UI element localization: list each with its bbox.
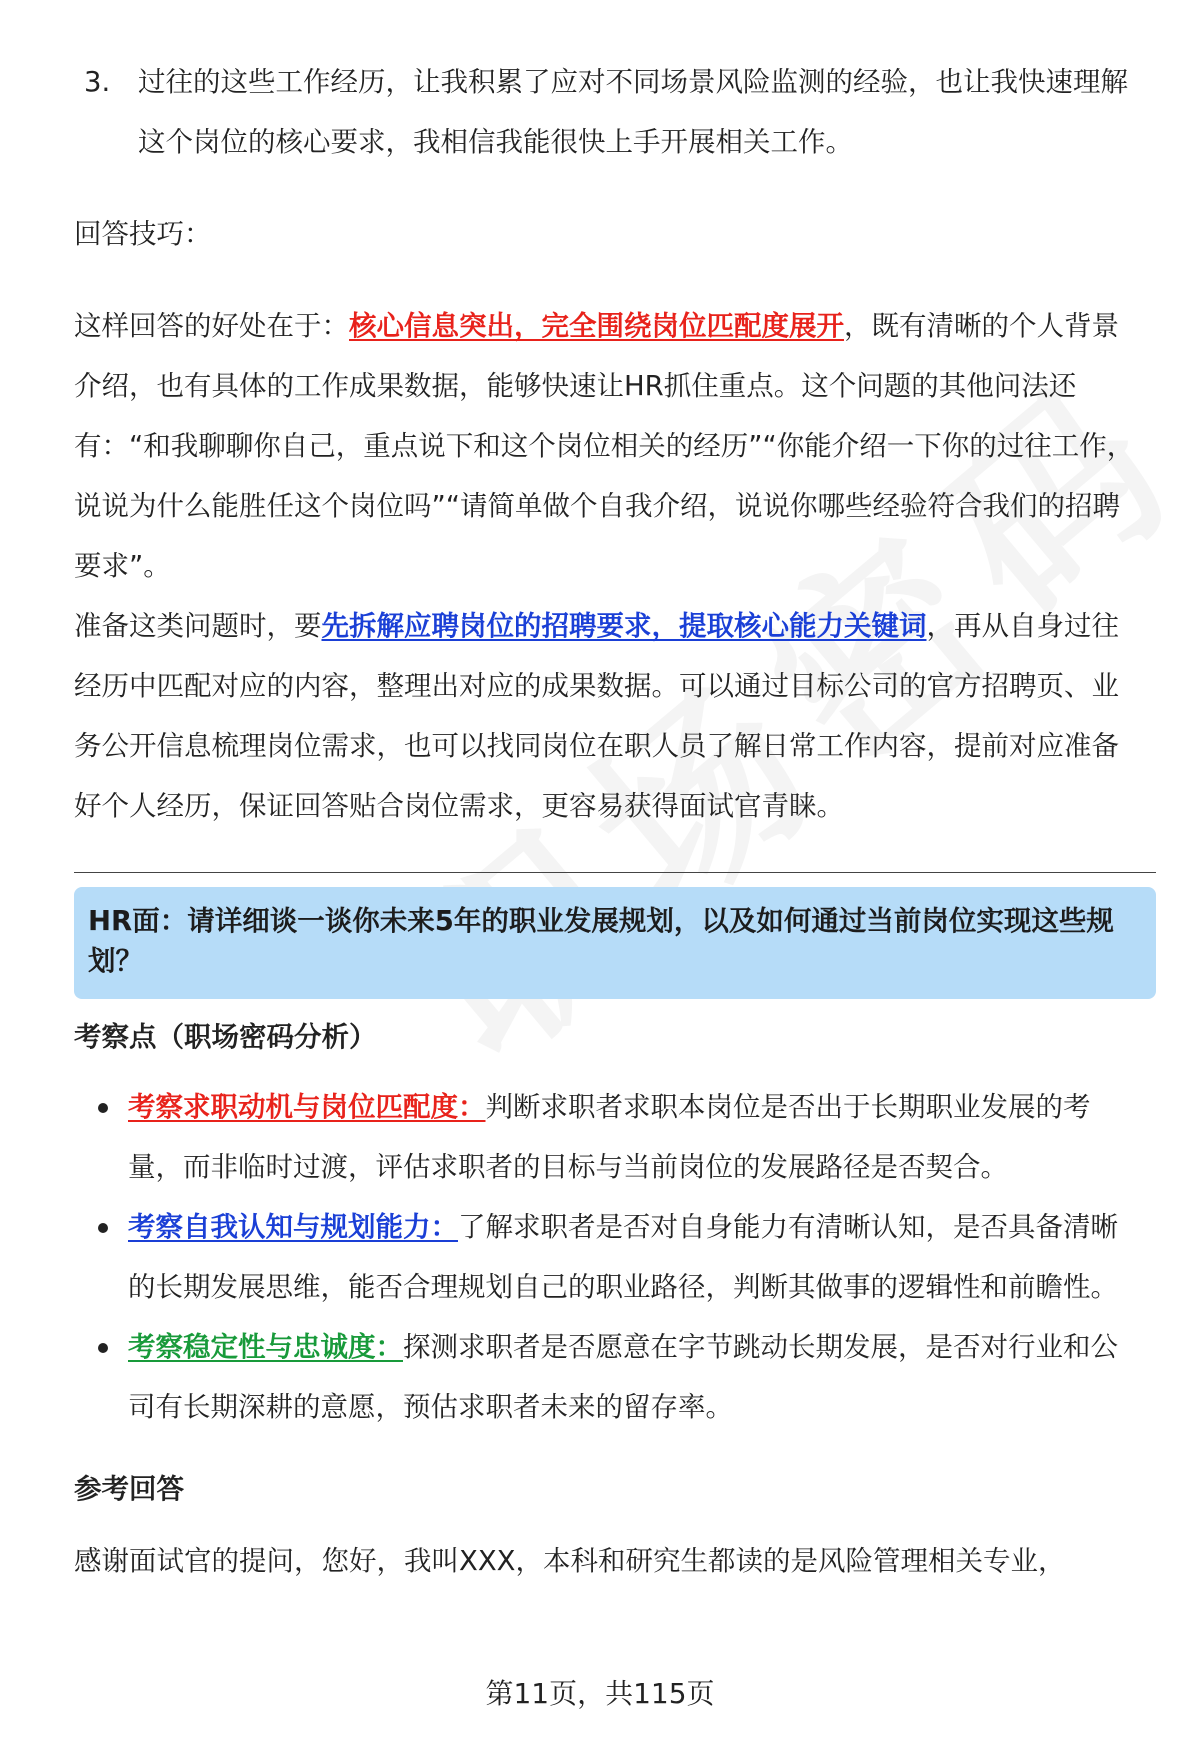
point-text: 判断求职者求职本岗位是否出于长期职业发展的考量，而非临时过渡，评估求职者的目标与当前岗位的发展路径是否契合。 [128,1091,1091,1183]
analysis-item-stability [74,1317,1144,1437]
point-text: 探测求职者是否愿意在字节跳动长期发展，是否对行业和公司有长期深耕的意愿，预估求职者未来的留存率。 [128,1331,1118,1423]
analysis-list [74,1077,1144,1437]
point-label: 考察自我认知与规划能力： [128,1211,458,1243]
para1-post: ，既有清晰的个人背景介绍，也有具体的工作成果数据，能够快速让HR抓住重点。这个问题的其他问法还有：“和我聊聊你自己，重点说下和这个岗位相关的经历”“你能介绍一下你的过往工作，说说为什么能胜任这个岗位吗”“请简单做个自我介绍，说说你哪些经验符合我们的招聘要求”。 [74,310,1135,582]
section-divider [74,872,1156,873]
para2-post: ，再从自身过往经历中匹配对应的内容，整理出对应的成果数据。可以通过目标公司的官方招聘页、业务公开信息梳理岗位需求，也可以找同岗位在职人员了解日常工作内容，提前对应准备好个人经历，保证回答贴合岗位需求，更容易获得面试官青睐。 [74,610,1119,822]
answer-heading: 参考回答 [74,1473,184,1505]
bullet-icon [98,1223,108,1233]
question-box: HR面：请详细谈一谈你未来5年的职业发展规划，以及如何通过当前岗位实现这些规划？ [74,887,1156,999]
item-text: 过往的这些工作经历，让我积累了应对不同场景风险监测的经验，也让我快速理解这个岗位的核心要求，我相信我能很快上手开展相关工作。 [138,66,1128,158]
para2-pre: 准备这类问题时，要 [74,610,322,642]
analysis-item-motivation [74,1077,1144,1197]
analysis-item-self-awareness [74,1197,1144,1317]
page-number: 第11页，共115页 [485,1677,715,1710]
tips-paragraph-2 [74,596,1144,836]
para1-highlight: 核心信息突出，完全围绕岗位匹配度展开 [349,310,844,342]
numbered-item-3 [84,52,1144,172]
point-label: 考察求职动机与岗位匹配度： [128,1091,486,1123]
document-page [74,52,1144,1591]
bullet-icon [98,1343,108,1353]
item-number: 3. [84,66,111,98]
tips-heading: 回答技巧： [74,218,212,250]
para1-pre: 这样回答的好处在于： [74,310,349,342]
answer-paragraph: 感谢面试官的提问，您好，我叫XXX，本科和研究生都读的是风险管理相关专业， [74,1545,1066,1577]
tips-paragraph-1 [74,296,1144,596]
analysis-heading: 考察点（职场密码分析） [74,1021,377,1053]
point-text: 了解求职者是否对自身能力有清晰认知，是否具备清晰的长期发展思维，能否合理规划自己的职业路径，判断其做事的逻辑性和前瞻性。 [128,1211,1118,1303]
bullet-icon [98,1103,108,1113]
para2-highlight: 先拆解应聘岗位的招聘要求，提取核心能力关键词 [321,610,927,642]
point-label: 考察稳定性与忠诚度： [128,1331,403,1363]
